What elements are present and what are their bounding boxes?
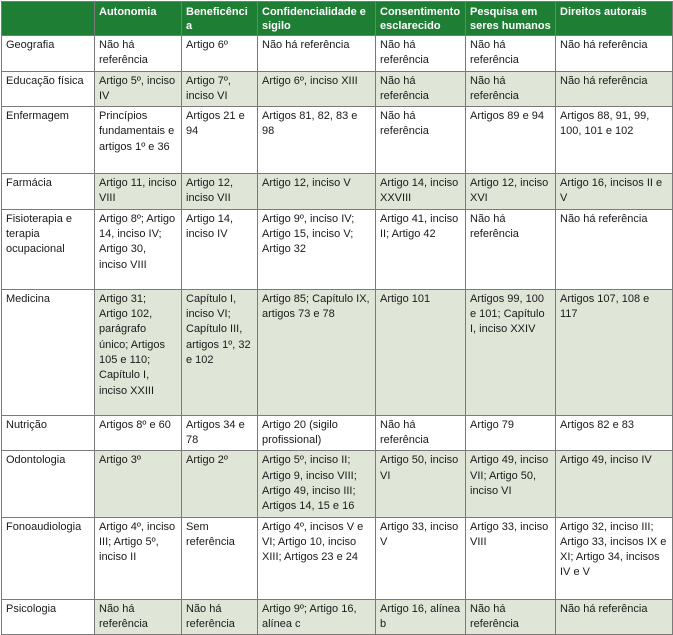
table-cell: Artigo 32, inciso III; Artigo 33, incisos IX e XI; Artigo 34, incisos IV e V: [556, 517, 673, 599]
table-cell: Não há referência: [182, 599, 258, 635]
table-row: [2, 599, 673, 635]
table-cell: Artigo 6º, inciso XIII: [258, 71, 376, 107]
table-cell: Artigo 11, inciso VIII: [95, 174, 182, 210]
table-cell: Artigo 7º, inciso VI: [182, 71, 258, 107]
table-cell: Artigo 12, inciso V: [258, 174, 376, 210]
header-confidencialidade: Confidencialidade e sigilo: [258, 2, 376, 36]
table-cell: Não há referência: [376, 36, 466, 72]
header-pesquisa: Pesquisa em seres humanos: [466, 2, 556, 36]
table-cell: Não há referência: [376, 71, 466, 107]
table-cell: Artigo 4º, incisos V e VI; Artigo 10, inciso XIII; Artigos 23 e 24: [258, 517, 376, 599]
row-area-label: Nutrição: [2, 415, 95, 451]
table-cell: Artigo 49, inciso VII; Artigo 50, inciso VI: [466, 451, 556, 517]
table-cell: Artigo 31; Artigo 102, parágrafo único; Artigos 105 e 110; Capítulo I, inciso XXIII: [95, 289, 182, 415]
row-area-label: Educação física: [2, 71, 95, 107]
table-row: [2, 517, 673, 599]
table-cell: Não há referência: [95, 599, 182, 635]
table-cell: Artigos 99, 100 e 101; Capítulo I, inciso XXIV: [466, 289, 556, 415]
table-cell: Artigo 33, inciso VIII: [466, 517, 556, 599]
table-row: [2, 415, 673, 451]
row-area-label: Geografia: [2, 36, 95, 72]
table-cell: Não há referência: [466, 36, 556, 72]
table-cell: Artigo 14, inciso IV: [182, 209, 258, 289]
row-area-label: Psicologia: [2, 599, 95, 635]
table-cell: Artigos 81, 82, 83 e 98: [258, 107, 376, 174]
table-cell: Não há referência: [466, 209, 556, 289]
table-cell: Sem referência: [182, 517, 258, 599]
table-cell: Artigo 3º: [95, 451, 182, 517]
table-row: [2, 71, 673, 107]
header-row: [2, 2, 673, 36]
header-autonomia: Autonomia: [95, 2, 182, 36]
row-area-label: Medicina: [2, 289, 95, 415]
table-cell: Artigo 33, inciso V: [376, 517, 466, 599]
ethics-code-table: [1, 1, 673, 635]
table-cell: Artigo 49, inciso IV: [556, 451, 673, 517]
table-cell: Artigo 5º, inciso IV: [95, 71, 182, 107]
table-row: [2, 174, 673, 210]
table-cell: Artigo 8º; Artigo 14, inciso IV; Artigo 30, inciso VIII: [95, 209, 182, 289]
table-cell: Artigo 20 (sigilo profissional): [258, 415, 376, 451]
row-area-label: Fonoaudiologia: [2, 517, 95, 599]
table-cell: Não há referência: [556, 599, 673, 635]
table-cell: Não há referência: [466, 71, 556, 107]
table-cell: Artigos 89 e 94: [466, 107, 556, 174]
row-area-label: Farmácia: [2, 174, 95, 210]
row-area-label: Odontologia: [2, 451, 95, 517]
table-cell: Artigo 101: [376, 289, 466, 415]
table-cell: Artigo 79: [466, 415, 556, 451]
table-cell: Artigo 12, inciso XVI: [466, 174, 556, 210]
table-cell: Artigos 21 e 94: [182, 107, 258, 174]
table-cell: Artigos 88, 91, 99, 100, 101 e 102: [556, 107, 673, 174]
table-cell: Artigo 16, alínea b: [376, 599, 466, 635]
table-cell: Artigo 5º, inciso II; Artigo 9, inciso VIII; Artigo 49, inciso III; Artigos 14, 15 e 16: [258, 451, 376, 517]
table-row: [2, 36, 673, 72]
table-cell: Artigos 34 e 78: [182, 415, 258, 451]
table-cell: Não há referência: [376, 415, 466, 451]
table-cell: Capítulo I, inciso VI; Capítulo III, artigos 1º, 32 e 102: [182, 289, 258, 415]
table-row: [2, 451, 673, 517]
table-cell: Artigo 9º; Artigo 16, alínea c: [258, 599, 376, 635]
row-area-label: Enfermagem: [2, 107, 95, 174]
header-consentimento: Consentimento esclarecido: [376, 2, 466, 36]
table-cell: Não há referência: [556, 71, 673, 107]
table-cell: Artigo 2º: [182, 451, 258, 517]
table-cell: Artigo 50, inciso VI: [376, 451, 466, 517]
table-row: [2, 209, 673, 289]
table-cell: Não há referência: [556, 209, 673, 289]
row-area-label: Fisioterapia e terapia ocupacional: [2, 209, 95, 289]
table-cell: Artigo 9º, inciso IV; Artigo 15, inciso V; Artigo 32: [258, 209, 376, 289]
table-cell: Não há referência: [556, 36, 673, 72]
header-beneficencia: Beneficência: [182, 2, 258, 36]
table-cell: Artigos 82 e 83: [556, 415, 673, 451]
table-cell: Artigo 14, inciso XXVIII: [376, 174, 466, 210]
table-cell: Artigos 107, 108 e 117: [556, 289, 673, 415]
table-cell: Artigo 12, inciso VII: [182, 174, 258, 210]
table-row: [2, 289, 673, 415]
table-row: [2, 107, 673, 174]
table-cell: Artigo 16, incisos II e V: [556, 174, 673, 210]
table-cell: Não há referência: [466, 599, 556, 635]
table-cell: Não há referência: [258, 36, 376, 72]
table-cell: Não há referência: [376, 107, 466, 174]
header-area: [2, 2, 95, 36]
table-cell: Não há referência: [95, 36, 182, 72]
table-cell: Princípios fundamentais e artigos 1º e 36: [95, 107, 182, 174]
table-cell: Artigos 8º e 60: [95, 415, 182, 451]
table-cell: Artigo 85; Capítulo IX, artigos 73 e 78: [258, 289, 376, 415]
table-cell: Artigo 4º, inciso III; Artigo 5º, inciso II: [95, 517, 182, 599]
table-cell: Artigo 6º: [182, 36, 258, 72]
table-cell: Artigo 41, inciso II; Artigo 42: [376, 209, 466, 289]
header-direitos-autorais: Direitos autorais: [556, 2, 673, 36]
